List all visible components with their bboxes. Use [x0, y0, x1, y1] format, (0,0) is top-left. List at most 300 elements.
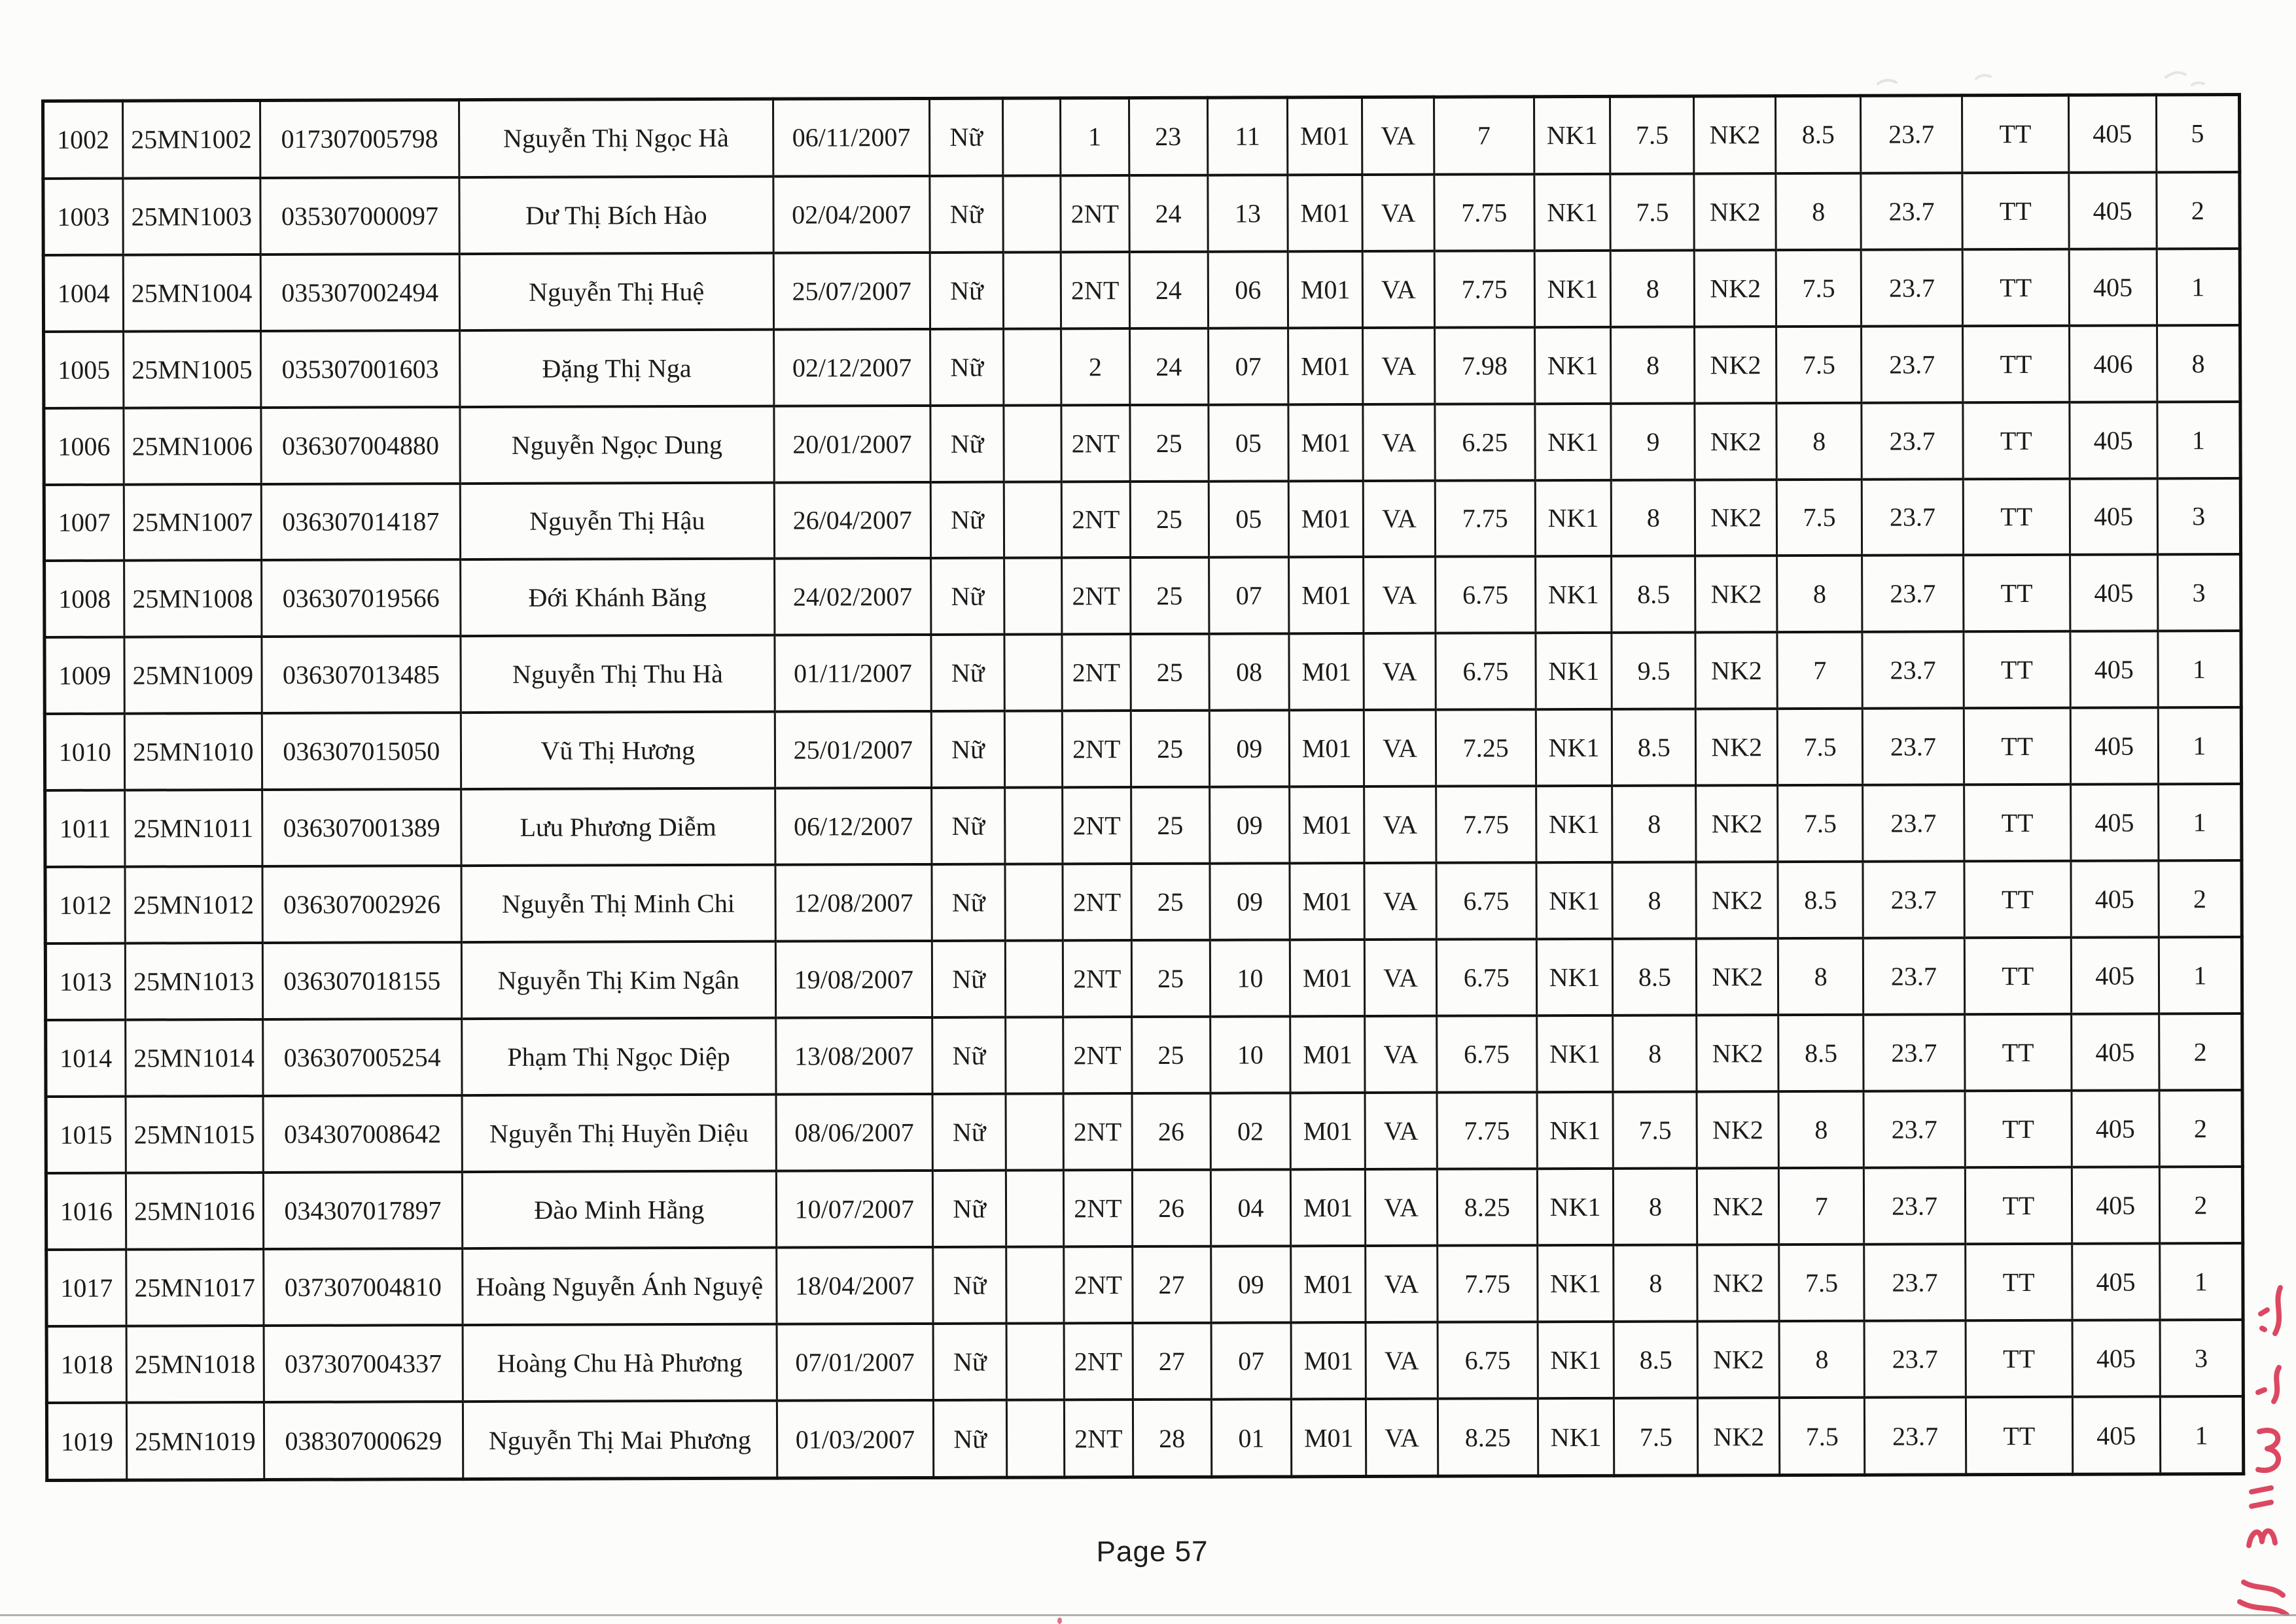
- table-row: [45, 860, 2242, 944]
- cell-dob: 13/08/2007: [775, 1017, 932, 1095]
- red-handwriting-annotation: [2232, 1276, 2296, 1616]
- cell-major-code: 405: [2072, 1397, 2160, 1475]
- cell-nk1-label: NK1: [1536, 709, 1612, 786]
- cell-student-code: 25MN1014: [126, 1019, 263, 1097]
- cell-status: TT: [1963, 478, 2070, 555]
- cell-nk1-label: NK1: [1534, 327, 1611, 403]
- cell-code-2: 13: [1207, 175, 1288, 251]
- cell-nk1-label: NK1: [1536, 862, 1613, 939]
- table-row: [44, 402, 2240, 485]
- cell-subject-score: 7: [1434, 97, 1534, 175]
- cell-code-2: 09: [1209, 711, 1290, 787]
- cell-dob: 26/04/2007: [774, 482, 931, 559]
- cell-index: 1003: [43, 178, 123, 255]
- cell-nk1-label: NK1: [1534, 96, 1610, 173]
- cell-subject: VA: [1364, 863, 1436, 940]
- cell-priority-order: 3: [2160, 1320, 2244, 1396]
- cell-priority-order: 1: [2159, 937, 2242, 1014]
- cell-dob: 25/01/2007: [775, 711, 932, 788]
- cell-name: Nguyễn Thị Huyền Diệu: [462, 1095, 776, 1172]
- cell-nk2-label: NK2: [1697, 1091, 1778, 1168]
- cell-subject-group: M01: [1292, 1399, 1366, 1477]
- cell-id-number: 036307013485: [262, 637, 461, 714]
- cell-priority-area: 2NT: [1064, 1400, 1133, 1477]
- cell-status: TT: [1962, 172, 2069, 249]
- cell-code-2: 09: [1210, 1246, 1291, 1323]
- cell-dob: 01/11/2007: [774, 635, 931, 712]
- cell-id-number: 036307001389: [262, 789, 461, 866]
- cell-code-1: 25: [1131, 940, 1210, 1017]
- cell-code-2: 05: [1208, 404, 1288, 481]
- cell-status: TT: [1966, 1320, 2072, 1397]
- cell-code-1: 27: [1132, 1246, 1210, 1323]
- cell-nk1-label: NK1: [1535, 556, 1612, 633]
- cell-total-score: 23.7: [1863, 862, 1964, 938]
- cell-student-code: 25MN1016: [126, 1173, 263, 1250]
- cell-code-2: 07: [1209, 557, 1289, 634]
- cell-index: 1007: [44, 484, 124, 561]
- cell-empty: [1004, 711, 1062, 788]
- cell-code-2: 07: [1211, 1322, 1292, 1399]
- cell-index: 1017: [46, 1250, 126, 1326]
- cell-gender: Nữ: [931, 558, 1004, 635]
- cell-subject: VA: [1364, 940, 1436, 1016]
- cell-nk1-label: NK1: [1535, 403, 1612, 480]
- cell-index: 1013: [45, 944, 125, 1020]
- cell-nk2-label: NK2: [1695, 556, 1777, 633]
- cell-total-score: 23.7: [1863, 785, 1964, 862]
- cell-subject-group: M01: [1288, 175, 1362, 251]
- cell-code-1: 25: [1131, 1017, 1210, 1093]
- cell-subject: VA: [1364, 786, 1436, 863]
- cell-status: TT: [1964, 708, 2070, 785]
- cell-nk2-label: NK2: [1695, 403, 1776, 480]
- cell-status: TT: [1962, 325, 2069, 402]
- cell-nk2-label: NK2: [1697, 1168, 1779, 1244]
- cell-subject-group: M01: [1288, 251, 1363, 328]
- cell-student-code: 25MN1018: [126, 1326, 264, 1403]
- cell-index: 1011: [45, 790, 125, 867]
- table-row: [44, 631, 2241, 714]
- cell-subject: VA: [1365, 1016, 1437, 1093]
- cell-gender: Nữ: [932, 1094, 1006, 1171]
- cell-nk2-label: NK2: [1696, 786, 1778, 862]
- cell-name: Nguyễn Thị Hậu: [460, 482, 774, 559]
- cell-subject-group: M01: [1290, 786, 1364, 863]
- cell-major-code: 405: [2072, 1320, 2160, 1397]
- cell-major-code: 405: [2068, 95, 2156, 173]
- cell-major-code: 405: [2072, 1167, 2159, 1244]
- cell-student-code: 25MN1013: [125, 943, 262, 1020]
- cell-nk1-score: 8: [1612, 786, 1696, 862]
- cell-status: TT: [1962, 249, 2069, 325]
- cell-nk2-label: NK2: [1697, 938, 1778, 1015]
- cell-student-code: 25MN1017: [126, 1249, 264, 1326]
- cell-dob: 18/04/2007: [776, 1247, 933, 1324]
- cell-subject-group: M01: [1288, 404, 1363, 481]
- cell-id-number: 038307000629: [264, 1402, 463, 1479]
- cell-code-2: 02: [1210, 1093, 1291, 1170]
- cell-nk1-label: NK1: [1535, 480, 1612, 556]
- cell-nk2-score: 7.5: [1780, 1398, 1865, 1475]
- red-ink-dot: [1057, 1617, 1062, 1624]
- cell-empty: [1005, 864, 1063, 941]
- cell-code-1: 25: [1130, 557, 1209, 634]
- cell-index: 1016: [46, 1173, 126, 1250]
- cell-total-score: 23.7: [1862, 556, 1964, 632]
- cell-total-score: 23.7: [1862, 709, 1964, 785]
- cell-dob: 02/04/2007: [773, 176, 930, 253]
- cell-nk2-label: NK2: [1695, 480, 1777, 556]
- cell-empty: [1006, 1017, 1063, 1094]
- cell-gender: Nữ: [930, 98, 1003, 175]
- cell-status: TT: [1964, 785, 2071, 861]
- cell-nk1-label: NK1: [1538, 1322, 1614, 1398]
- cell-status: TT: [1965, 1091, 2072, 1167]
- cell-name: Nguyễn Thị Minh Chi: [461, 865, 775, 942]
- cell-subject-group: M01: [1290, 1016, 1365, 1093]
- cell-id-number: 035307000097: [260, 177, 460, 255]
- scan-edge-line: [0, 1614, 2296, 1616]
- cell-total-score: 23.7: [1863, 1015, 1965, 1091]
- cell-nk2-score: 8: [1779, 1321, 1864, 1398]
- cell-dob: 07/01/2007: [777, 1324, 934, 1401]
- cell-nk1-label: NK1: [1536, 1015, 1613, 1092]
- cell-major-code: 405: [2070, 708, 2158, 785]
- cell-dob: 01/03/2007: [777, 1400, 934, 1478]
- cell-subject: VA: [1365, 1093, 1437, 1169]
- cell-code-2: 09: [1209, 864, 1290, 940]
- cell-nk1-score: 8.5: [1614, 1322, 1698, 1398]
- cell-total-score: 23.7: [1863, 1091, 1965, 1168]
- cell-gender: Nữ: [930, 175, 1003, 252]
- cell-status: TT: [1963, 555, 2070, 631]
- cell-major-code: 405: [2071, 938, 2159, 1014]
- cell-total-score: 23.7: [1861, 173, 1962, 249]
- cell-major-code: 405: [2070, 785, 2158, 861]
- cell-major-code: 405: [2070, 402, 2157, 478]
- cell-total-score: 23.7: [1862, 402, 1963, 479]
- cell-priority-area: 2NT: [1062, 558, 1131, 635]
- cell-name: Đới Khánh Băng: [461, 559, 775, 636]
- cell-subject-group: M01: [1290, 940, 1365, 1016]
- cell-priority-order: 2: [2159, 1090, 2243, 1167]
- cell-nk2-label: NK2: [1695, 327, 1776, 403]
- cell-empty: [1006, 1171, 1063, 1247]
- cell-priority-area: 2NT: [1061, 252, 1129, 328]
- cell-nk1-label: NK1: [1537, 1245, 1614, 1322]
- cell-subject-group: M01: [1288, 328, 1363, 404]
- cell-subject-score: 6.75: [1436, 557, 1536, 633]
- cell-subject: VA: [1363, 404, 1435, 480]
- cell-nk1-score: 8.5: [1612, 556, 1695, 633]
- cell-empty: [1006, 1400, 1064, 1477]
- table-row: [44, 554, 2241, 637]
- cell-total-score: 23.7: [1864, 1320, 1966, 1397]
- cell-index: 1012: [45, 867, 125, 944]
- cell-priority-order: 1: [2158, 784, 2242, 860]
- cell-subject: VA: [1366, 1169, 1438, 1246]
- cell-empty: [1005, 788, 1063, 864]
- cell-student-code: 25MN1009: [124, 637, 262, 714]
- table-row: [44, 707, 2241, 790]
- cell-nk1-score: 8: [1614, 1169, 1697, 1245]
- cell-subject-group: M01: [1288, 97, 1362, 175]
- cell-id-number: 034307017897: [263, 1172, 463, 1249]
- cell-code-1: 28: [1133, 1400, 1211, 1477]
- cell-subject-group: M01: [1289, 557, 1364, 633]
- cell-id-number: 017307005798: [260, 100, 459, 178]
- cell-empty: [1003, 252, 1061, 328]
- cell-empty: [1004, 328, 1061, 405]
- cell-student-code: 25MN1010: [124, 713, 262, 790]
- cell-major-code: 405: [2071, 1014, 2159, 1091]
- results-table-body: [43, 95, 2244, 1481]
- cell-index: 1002: [43, 101, 123, 178]
- cell-status: TT: [1964, 938, 2071, 1014]
- cell-status: TT: [1966, 1397, 2072, 1475]
- cell-gender: Nữ: [930, 405, 1004, 482]
- cell-nk2-label: NK2: [1697, 1244, 1779, 1321]
- cell-priority-order: 3: [2157, 554, 2241, 631]
- cell-nk2-score: 8: [1777, 556, 1862, 632]
- cell-nk1-score: 8: [1612, 480, 1695, 556]
- cell-major-code: 405: [2071, 861, 2159, 938]
- cell-id-number: 037307004810: [263, 1248, 463, 1326]
- cell-priority-area: 2: [1061, 328, 1129, 405]
- cell-gender: Nữ: [932, 864, 1005, 941]
- cell-subject: VA: [1366, 1322, 1438, 1399]
- cell-student-code: 25MN1004: [123, 255, 260, 332]
- cell-nk1-score: 8.5: [1613, 939, 1697, 1015]
- cell-major-code: 405: [2069, 172, 2157, 249]
- page-footer: Page 57: [1096, 1535, 1209, 1568]
- cell-code-2: 04: [1210, 1170, 1291, 1246]
- cell-index: 1009: [44, 637, 124, 714]
- cell-code-1: 25: [1130, 481, 1209, 557]
- cell-student-code: 25MN1002: [122, 101, 260, 179]
- cell-empty: [1002, 98, 1060, 175]
- cell-subject-score: 8.25: [1438, 1398, 1538, 1476]
- table-row: [46, 1014, 2242, 1097]
- cell-major-code: 405: [2069, 249, 2157, 325]
- cell-nk1-score: 8: [1614, 1245, 1697, 1322]
- cell-empty: [1004, 482, 1061, 558]
- cell-nk1-score: 7.5: [1614, 1398, 1698, 1476]
- cell-gender: Nữ: [930, 252, 1003, 328]
- cell-name: Nguyễn Thị Mai Phương: [463, 1401, 777, 1479]
- cell-subject-group: M01: [1291, 1246, 1366, 1322]
- cell-index: 1008: [44, 561, 124, 637]
- cell-subject: VA: [1364, 557, 1436, 633]
- cell-subject-group: M01: [1291, 1322, 1366, 1399]
- cell-gender: Nữ: [932, 1017, 1006, 1094]
- cell-priority-order: 1: [2158, 631, 2242, 707]
- cell-nk1-label: NK1: [1537, 1169, 1614, 1245]
- cell-student-code: 25MN1019: [126, 1402, 264, 1480]
- cell-nk2-score: 7: [1779, 1168, 1864, 1244]
- cell-gender: Nữ: [930, 482, 1004, 558]
- cell-priority-area: 2NT: [1064, 1246, 1133, 1323]
- cell-nk2-score: 7.5: [1778, 785, 1863, 862]
- cell-nk2-score: 8: [1776, 173, 1861, 249]
- cell-nk2-label: NK2: [1696, 709, 1778, 786]
- table-row: [43, 172, 2240, 255]
- cell-student-code: 25MN1008: [124, 560, 261, 637]
- cell-total-score: 23.7: [1862, 632, 1964, 709]
- cell-total-score: 23.7: [1861, 96, 1962, 173]
- cell-code-1: 24: [1129, 251, 1208, 328]
- cell-nk2-label: NK2: [1696, 862, 1778, 938]
- cell-code-2: 01: [1211, 1399, 1292, 1477]
- cell-name: Nguyễn Thị Ngọc Hà: [459, 99, 773, 177]
- cell-index: 1005: [44, 331, 124, 408]
- cell-subject-score: 7.75: [1435, 480, 1535, 557]
- cell-nk2-score: 7.5: [1776, 249, 1861, 326]
- cell-priority-order: 3: [2157, 478, 2241, 555]
- cell-total-score: 23.7: [1862, 326, 1963, 402]
- cell-nk1-label: NK1: [1537, 1092, 1614, 1169]
- cell-gender: Nữ: [933, 1247, 1006, 1324]
- cell-code-1: 24: [1129, 328, 1208, 404]
- cell-priority-area: 2NT: [1063, 787, 1131, 864]
- cell-nk2-label: NK2: [1698, 1398, 1780, 1475]
- cell-subject: VA: [1366, 1246, 1438, 1322]
- cell-nk1-score: 9: [1611, 403, 1695, 480]
- cell-major-code: 405: [2072, 1244, 2159, 1320]
- table-row: [44, 325, 2240, 408]
- cell-nk1-score: 7.5: [1610, 96, 1694, 174]
- cell-name: Nguyễn Thị Kim Ngân: [461, 942, 775, 1019]
- cell-empty: [1006, 1094, 1063, 1171]
- cell-student-code: 25MN1003: [123, 178, 260, 255]
- cell-id-number: 037307004337: [264, 1325, 463, 1402]
- cell-empty: [1004, 558, 1062, 635]
- cell-subject: VA: [1366, 1399, 1438, 1477]
- cell-student-code: 25MN1006: [124, 408, 261, 485]
- cell-code-1: 26: [1132, 1170, 1210, 1246]
- results-table: [41, 93, 2245, 1482]
- cell-priority-order: 8: [2157, 325, 2240, 402]
- table-row: [46, 1090, 2242, 1173]
- cell-index: 1019: [46, 1403, 126, 1481]
- cell-status: TT: [1962, 95, 2068, 173]
- cell-priority-area: 2NT: [1062, 635, 1131, 711]
- cell-name: Nguyễn Ngọc Dung: [460, 406, 774, 483]
- cell-subject-score: 6.75: [1436, 863, 1536, 940]
- cell-nk1-score: 8: [1613, 1015, 1697, 1092]
- cell-priority-area: 2NT: [1063, 940, 1131, 1017]
- cell-empty: [1006, 1247, 1064, 1324]
- cell-name: Dư Thị Bích Hào: [459, 176, 773, 253]
- cell-total-score: 23.7: [1864, 1168, 1966, 1244]
- cell-subject-score: 8.25: [1437, 1169, 1537, 1245]
- cell-dob: 12/08/2007: [775, 864, 932, 942]
- cell-nk2-score: 7.5: [1779, 1244, 1864, 1321]
- cell-nk1-score: 9.5: [1612, 633, 1695, 709]
- cell-subject-score: 6.75: [1437, 1016, 1537, 1093]
- cell-subject-group: M01: [1291, 1169, 1366, 1246]
- cell-nk2-score: 7.5: [1778, 709, 1863, 785]
- cell-nk2-score: 8.5: [1778, 1015, 1863, 1091]
- cell-priority-order: 2: [2157, 172, 2240, 249]
- cell-empty: [1006, 1324, 1064, 1400]
- cell-code-1: 23: [1129, 97, 1207, 175]
- cell-subject: VA: [1364, 633, 1436, 710]
- cell-priority-area: 2NT: [1061, 482, 1130, 558]
- cell-nk2-label: NK2: [1697, 1015, 1778, 1091]
- cell-id-number: 034307008642: [263, 1095, 463, 1173]
- cell-index: 1018: [46, 1326, 126, 1403]
- cell-priority-order: 1: [2157, 402, 2241, 478]
- cell-total-score: 23.7: [1865, 1397, 1966, 1475]
- cell-nk1-label: NK1: [1534, 174, 1611, 251]
- cell-code-1: 25: [1130, 404, 1209, 481]
- cell-code-2: 10: [1210, 940, 1290, 1017]
- cell-student-code: 25MN1007: [124, 484, 261, 561]
- cell-subject-group: M01: [1290, 1093, 1365, 1169]
- table-row: [46, 1167, 2242, 1250]
- cell-gender: Nữ: [931, 635, 1004, 711]
- cell-subject-score: 7.75: [1437, 1092, 1537, 1169]
- cell-code-2: 10: [1210, 1017, 1290, 1093]
- table-row: [46, 1396, 2243, 1480]
- cell-major-code: 406: [2069, 325, 2157, 402]
- cell-student-code: 25MN1005: [123, 331, 260, 408]
- cell-status: TT: [1963, 402, 2070, 478]
- cell-dob: 06/12/2007: [775, 788, 932, 865]
- cell-code-1: 25: [1131, 787, 1209, 864]
- cell-nk2-score: 8: [1778, 1091, 1863, 1168]
- cell-code-1: 25: [1131, 864, 1210, 940]
- cell-nk1-score: 7.5: [1613, 1092, 1697, 1169]
- cell-subject-group: M01: [1289, 633, 1364, 710]
- cell-gender: Nữ: [931, 711, 1004, 788]
- cell-priority-area: 2NT: [1061, 175, 1129, 252]
- cell-code-1: 24: [1129, 175, 1208, 251]
- cell-total-score: 23.7: [1863, 938, 1964, 1015]
- cell-dob: 25/07/2007: [773, 253, 930, 330]
- cell-subject-score: 7.75: [1438, 1245, 1538, 1322]
- cell-priority-order: 1: [2157, 249, 2240, 325]
- cell-empty: [1004, 635, 1062, 711]
- cell-index: 1004: [43, 255, 123, 331]
- table-row: [46, 1320, 2243, 1403]
- cell-empty: [1003, 175, 1061, 252]
- cell-student-code: 25MN1012: [125, 866, 262, 944]
- cell-nk1-label: NK1: [1536, 786, 1612, 862]
- cell-dob: 20/01/2007: [773, 406, 930, 483]
- cell-priority-order: 1: [2160, 1396, 2244, 1474]
- cell-subject: VA: [1363, 480, 1435, 557]
- cell-name: Hoàng Nguyễn Ánh Nguyệ: [463, 1248, 777, 1325]
- cell-empty: [1004, 405, 1061, 482]
- cell-id-number: 035307001603: [260, 330, 460, 408]
- cell-subject-score: 6.75: [1438, 1322, 1538, 1398]
- cell-nk2-score: 7: [1777, 632, 1862, 709]
- cell-nk2-label: NK2: [1695, 250, 1776, 327]
- cell-code-2: 05: [1209, 481, 1289, 557]
- cell-subject: VA: [1362, 174, 1434, 251]
- cell-name: Lưu Phương Diễm: [461, 788, 775, 866]
- cell-priority-area: 1: [1060, 98, 1129, 175]
- cell-index: 1015: [46, 1097, 126, 1173]
- cell-priority-area: 2NT: [1063, 864, 1131, 940]
- cell-nk1-score: 8.5: [1612, 709, 1696, 786]
- cell-empty: [1005, 941, 1063, 1017]
- cell-gender: Nữ: [930, 328, 1004, 405]
- cell-code-1: 27: [1133, 1323, 1211, 1400]
